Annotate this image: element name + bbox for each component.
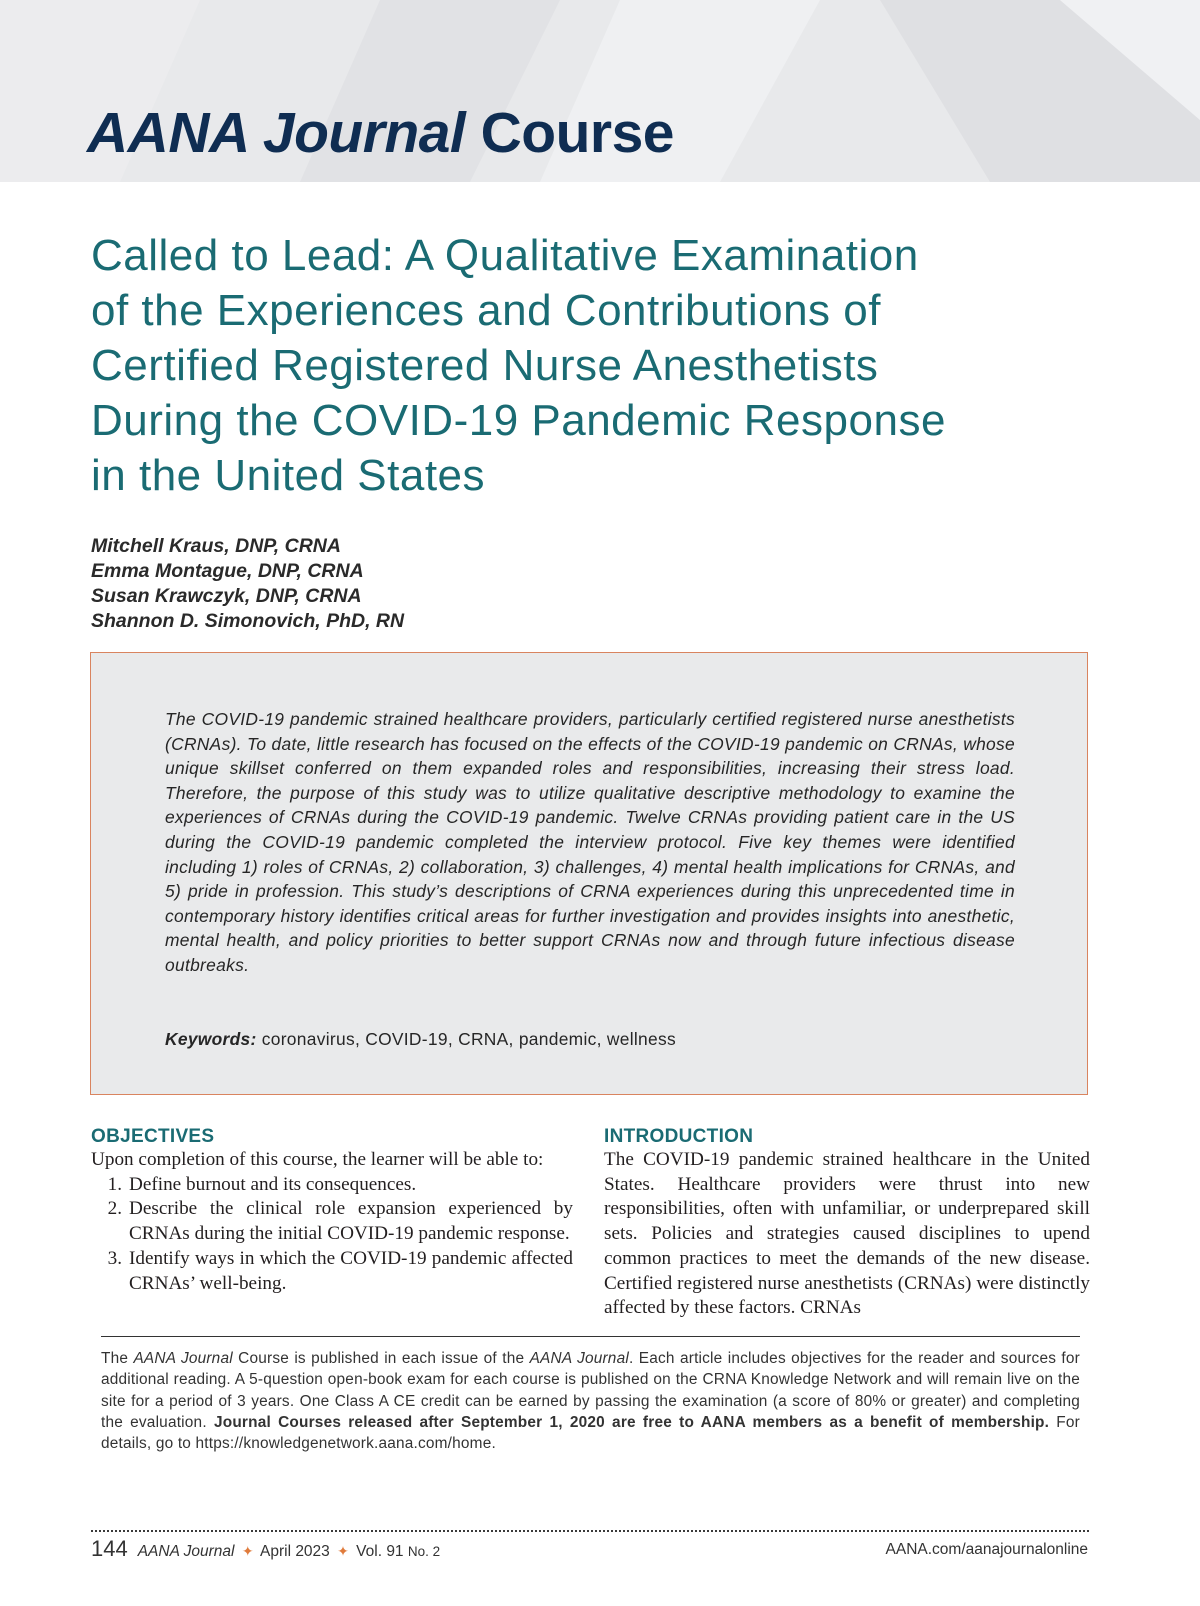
abstract-text: The COVID-19 pandemic strained healthcare providers, particularly certified registered nurse anesthetists (CRNAs). To date, little research has focused on the effects of the COVID-19 pandemic on CRNAs, whose unique skillset conferred on them expanded roles and responsibilities, increasing their stress load. Therefore, the purpose of this study was to utilize qualitative descriptive methodology to examine the experiences of CRNAs during the COVID-19 pandemic. Twelve CRNAs providing patient care in the US during the COVID-19 pandemic completed the interview protocol. Five key themes were identified including 1) roles of CRNAs, 2) collaboration, 3) challenges, 4) mental health implications for CRNAs, and 5) pride in profession. This study’s descriptions of CRNA experiences during this unprecedented time in contemporary history identifies critical areas for further investigation and provides insights into anesthetic, mental health, and policy priorities to better support CRNAs now and through future infectious disease outbreaks. bbox=[165, 709, 1015, 975]
journal-course-title bbox=[87, 100, 674, 166]
objective-item bbox=[91, 1173, 573, 1198]
title-line: Certified Registered Nurse Anesthetists bbox=[91, 341, 879, 390]
objectives-list bbox=[91, 1173, 573, 1297]
separator-icon: ✦ bbox=[337, 1543, 349, 1559]
objectives-heading: OBJECTIVES bbox=[91, 1126, 215, 1147]
author: Mitchell Kraus, DNP, CRNA bbox=[91, 535, 341, 557]
abstract-box bbox=[90, 652, 1088, 1095]
course-word: Course bbox=[480, 101, 674, 165]
keywords-label: Keywords: bbox=[165, 1029, 257, 1049]
footer-divider bbox=[91, 1530, 1089, 1532]
footer-journal-name: AANA Journal bbox=[137, 1543, 235, 1560]
objectives-intro: Upon completion of this course, the learner will be able to: bbox=[91, 1149, 544, 1170]
objective-text: Describe the clinical role expansion experienced by CRNAs during the initial COVID-19 pandemic response. bbox=[129, 1198, 573, 1245]
objective-item bbox=[91, 1197, 573, 1246]
title-line: of the Experiences and Contributions of bbox=[91, 286, 881, 335]
notice-text: . Each article includes objectives for the reader and sources for additional reading. A 5-question open-book exam for each course is published on the CRNA Knowledge Network and will remain live on the site for a period of 3 years. One Class A CE credit can be earned by passing the examination (a score of 80% or greater) and completing the evaluation. bbox=[101, 1350, 1080, 1431]
author: Shannon D. Simonovich, PhD, RN bbox=[91, 610, 405, 632]
course-notice bbox=[101, 1348, 1080, 1454]
footer-volume: Vol. 91 bbox=[356, 1543, 404, 1560]
page-number: 144 bbox=[91, 1536, 128, 1561]
notice-divider bbox=[101, 1336, 1080, 1337]
title-line: During the COVID-19 Pandemic Response bbox=[91, 396, 946, 445]
footer-issue: No. 2 bbox=[407, 1544, 441, 1559]
notice-text: Course is published in each issue of the bbox=[232, 1350, 530, 1367]
notice-membership-note: Journal Courses released after September 1, 2020 are free to AANA members as a benefit of membership. bbox=[213, 1413, 1050, 1431]
title-line: Called to Lead: A Qualitative Examination bbox=[91, 231, 919, 280]
title-line: in the United States bbox=[91, 451, 486, 500]
notice-journal-name: AANA Journal bbox=[133, 1350, 233, 1367]
separator-icon: ✦ bbox=[241, 1543, 254, 1559]
author: Emma Montague, DNP, CRNA bbox=[91, 560, 364, 582]
introduction-heading: INTRODUCTION bbox=[604, 1126, 754, 1147]
introduction-column bbox=[604, 1126, 1090, 1321]
objective-number: 2. bbox=[107, 1198, 122, 1220]
objectives-column bbox=[91, 1126, 573, 1296]
keywords-values: coronavirus, COVID-19, CRNA, pandemic, wellness bbox=[261, 1029, 676, 1049]
footer-citation bbox=[91, 1536, 440, 1562]
objective-item bbox=[91, 1247, 573, 1296]
journal-name: AANA Journal bbox=[87, 101, 466, 165]
objective-text: Define burnout and its consequences. bbox=[129, 1173, 417, 1195]
objective-number: 1. bbox=[107, 1173, 122, 1195]
notice-details-link-text: For details, go to https://knowledgenetwork.aana.com/home. bbox=[101, 1413, 1080, 1453]
introduction-text: The COVID-19 pandemic strained healthcare in the United States. Healthcare providers were thrust into new responsibilities, often with unfamiliar, or underprepared skill sets. Policies and strategies caused disciplines to upend common practices to meet the demands of the new disease. Certified registered nurse anesthetists (CRNAs) were distinctly affected by these factors. CRNAs bbox=[604, 1149, 1090, 1319]
author: Susan Krawczyk, DNP, CRNA bbox=[91, 585, 362, 607]
keywords bbox=[165, 1029, 676, 1050]
footer-date: April 2023 bbox=[260, 1543, 330, 1560]
footer-url[interactable]: AANA.com/aanajournalonline bbox=[885, 1541, 1088, 1558]
notice-journal-name: AANA Journal bbox=[529, 1350, 629, 1367]
objective-number: 3. bbox=[107, 1247, 122, 1269]
notice-text: The bbox=[101, 1350, 134, 1367]
author-list bbox=[91, 534, 404, 634]
journal-banner bbox=[0, 0, 1200, 182]
objective-text: Identify ways in which the COVID-19 pandemic affected CRNAs’ well-being. bbox=[129, 1247, 573, 1294]
article-title bbox=[91, 228, 1091, 503]
